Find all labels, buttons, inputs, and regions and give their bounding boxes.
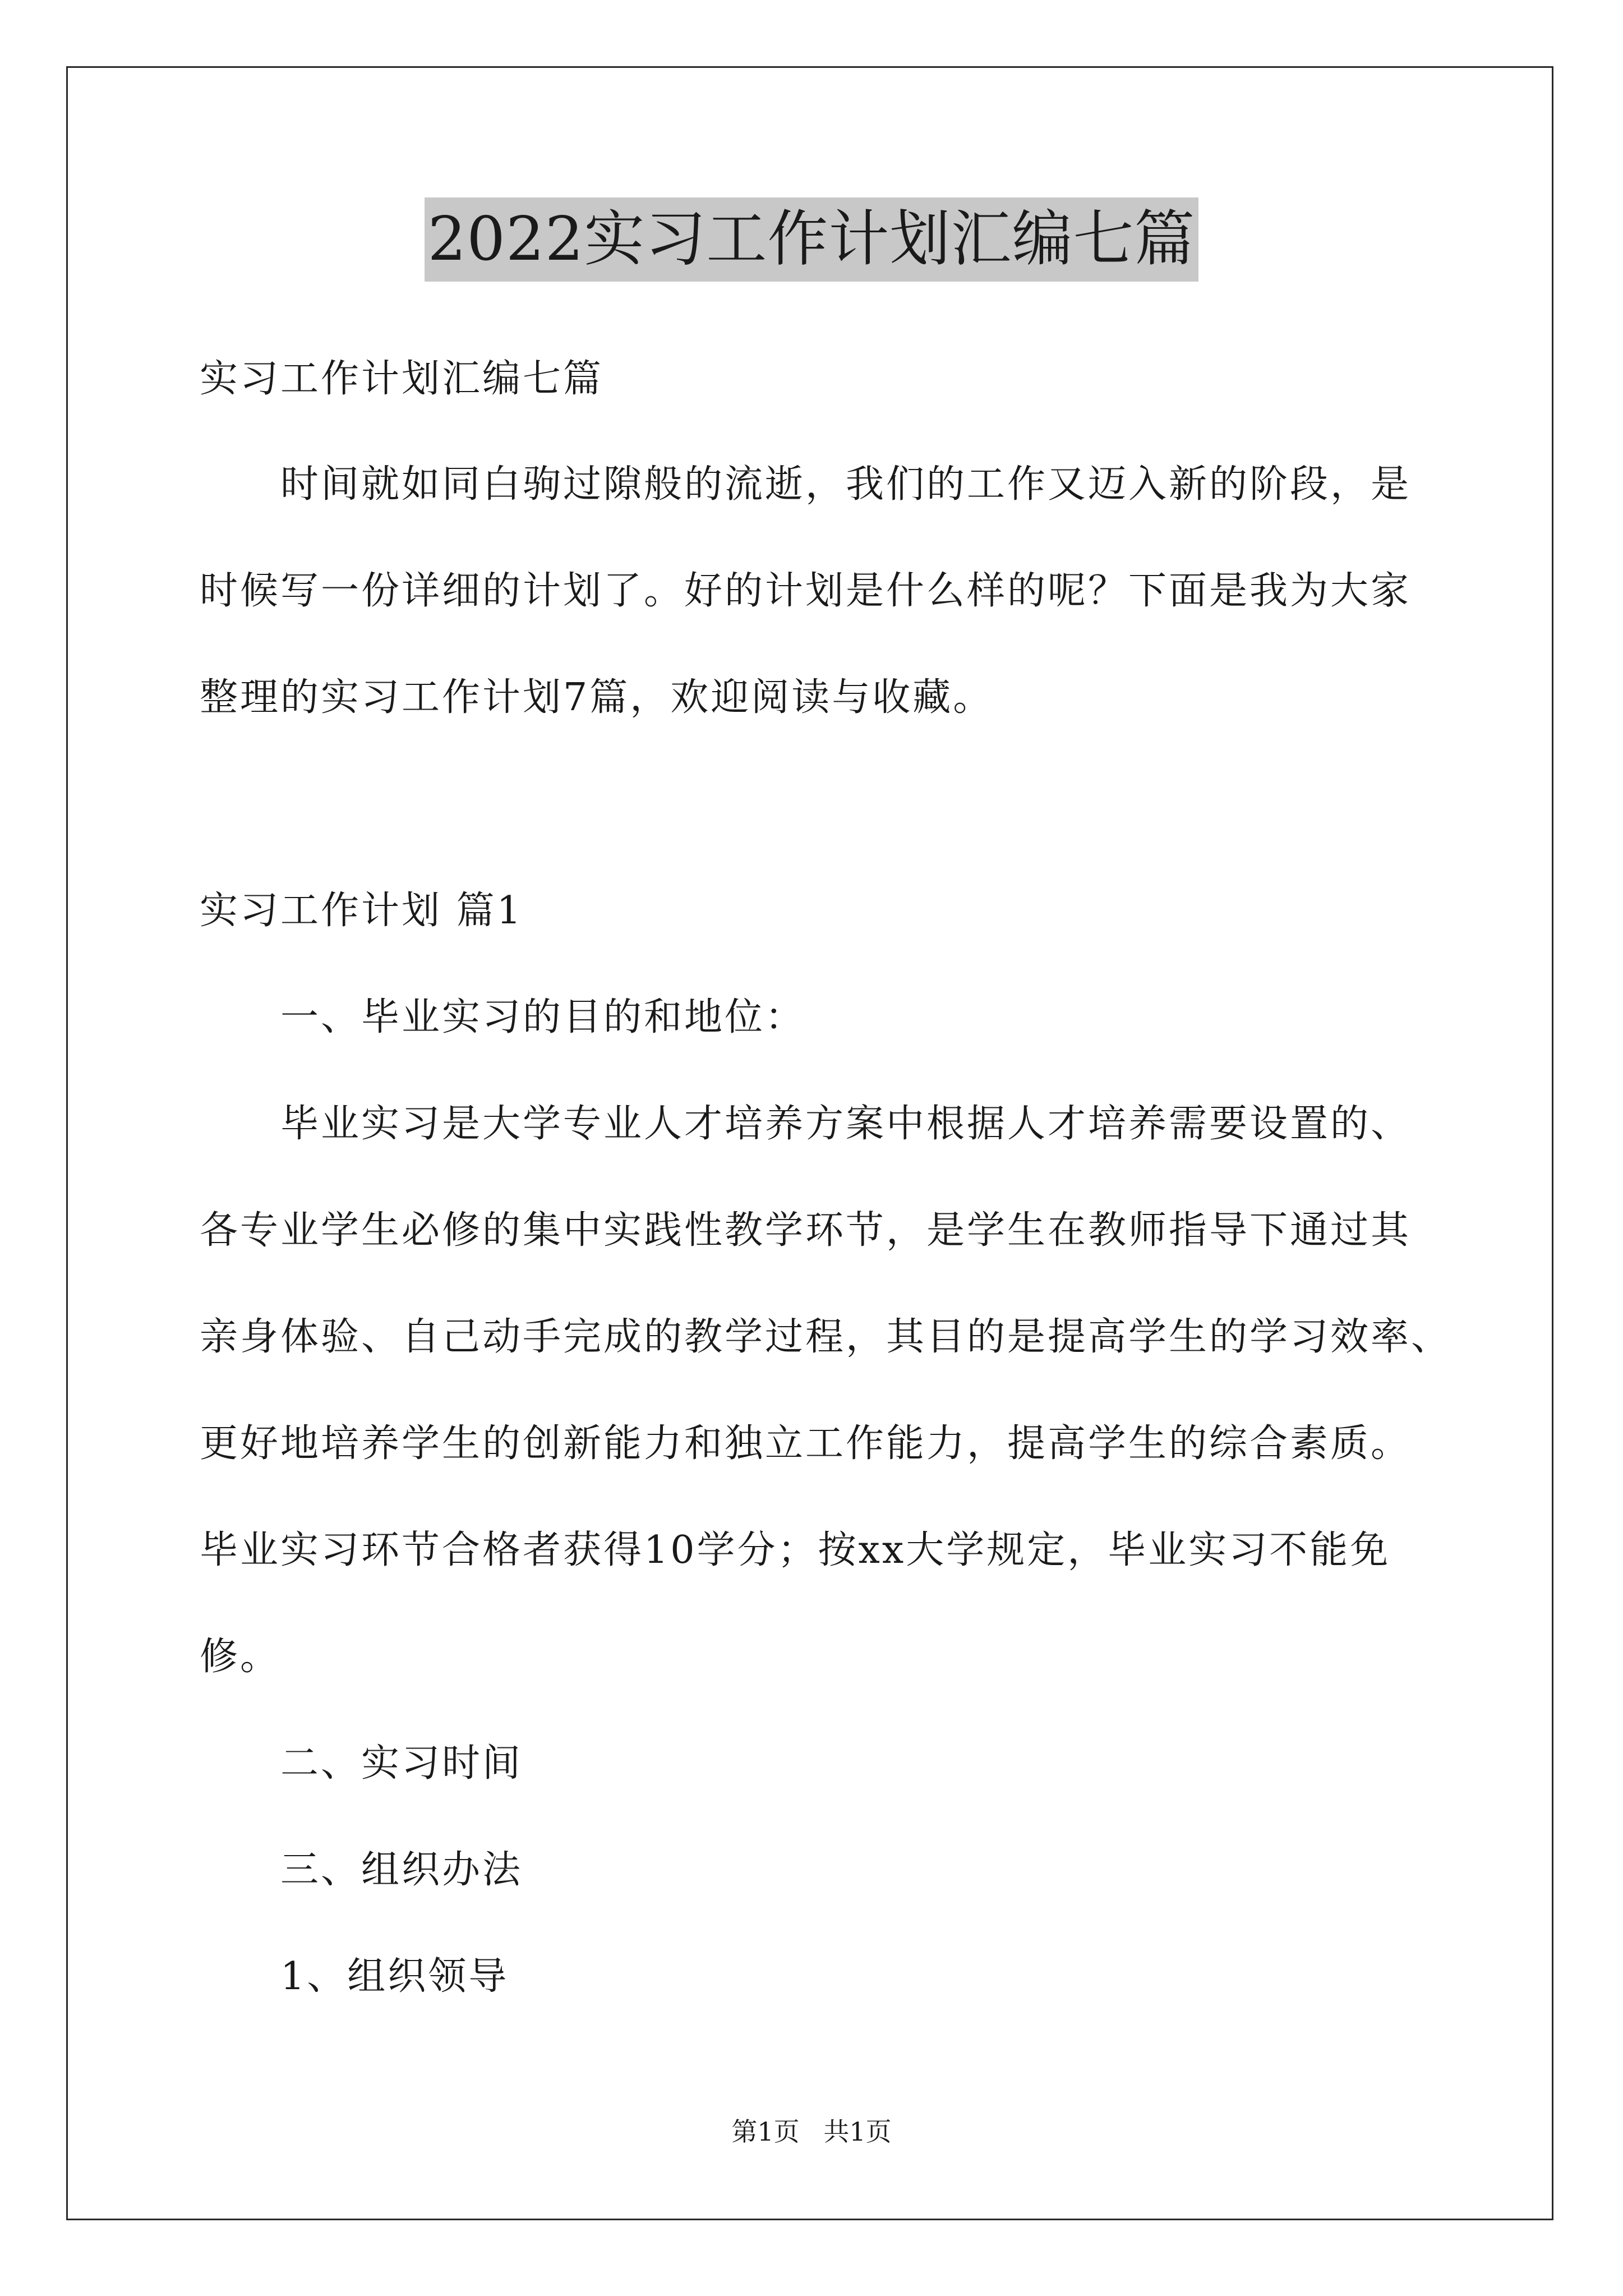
body-line: 整理的实习工作计划7篇，欢迎阅读与收藏。 bbox=[200, 675, 994, 720]
title-container bbox=[0, 197, 1623, 282]
total-pages-label: 共1页 bbox=[823, 2116, 892, 2147]
current-page-label: 第1页 bbox=[731, 2116, 800, 2147]
body-line: 毕业实习是大学专业人才培养方案中根据人才培养需要设置的、 bbox=[280, 1102, 1412, 1146]
document-title: 2022实习工作计划汇编七篇 bbox=[425, 197, 1199, 282]
body-line: 时候写一份详细的计划了。好的计划是什么样的呢？下面是我为大家 bbox=[200, 569, 1412, 613]
body-line: 时间就如同白驹过隙般的流逝，我们的工作又迈入新的阶段，是 bbox=[280, 462, 1412, 507]
body-line: 亲身体验、自己动手完成的教学过程，其目的是提高学生的学习效率、 bbox=[200, 1315, 1452, 1359]
body-line: 更好地培养学生的创新能力和独立工作能力，提高学生的综合素质。 bbox=[200, 1421, 1412, 1466]
body-line: 毕业实习环节合格者获得10学分；按xx大学规定，毕业实习不能免 bbox=[200, 1528, 1391, 1572]
page-footer bbox=[0, 2115, 1623, 2148]
subtitle-line: 实习工作计划汇编七篇 bbox=[200, 357, 604, 401]
body-line: 修。 bbox=[200, 1635, 281, 1679]
section-heading: 实习工作计划 篇1 bbox=[200, 889, 523, 933]
body-line: 二、实习时间 bbox=[280, 1741, 523, 1786]
body-line: 各专业学生必修的集中实践性教学环节，是学生在教师指导下通过其 bbox=[200, 1208, 1412, 1253]
body-line: 三、组织办法 bbox=[280, 1848, 523, 1892]
body-line: 一、毕业实习的目的和地位： bbox=[280, 995, 806, 1039]
body-line: 1、组织领导 bbox=[280, 1954, 509, 1999]
